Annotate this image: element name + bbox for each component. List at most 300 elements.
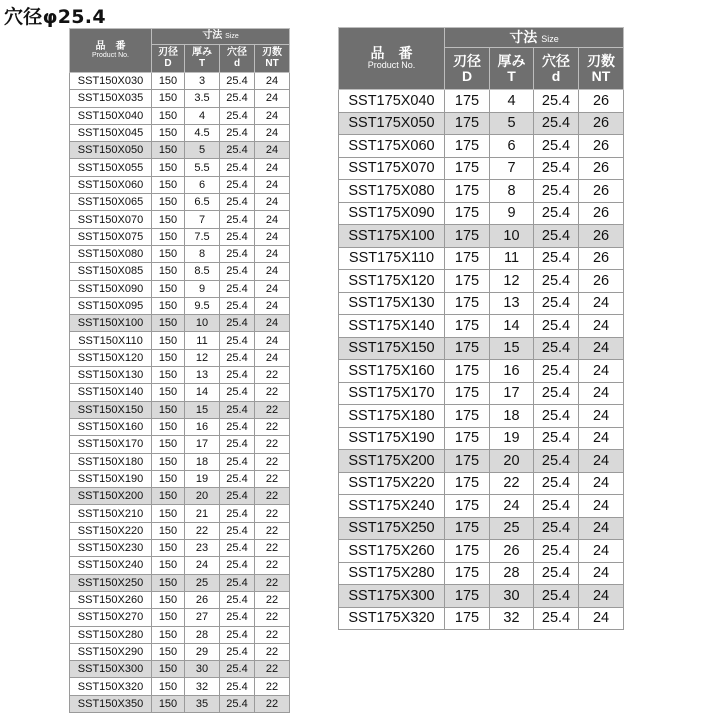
product-no-cell: SST150X050 (70, 142, 152, 159)
blade-diameter-cell: 175 (445, 270, 490, 293)
hole-diameter-cell: 25.4 (534, 90, 579, 113)
blade-diameter-cell: 150 (152, 540, 185, 557)
col-header-jp: 刃数 (262, 47, 283, 58)
blade-diameter-cell: 150 (152, 626, 185, 643)
hole-diameter-cell: 25.4 (220, 436, 255, 453)
thickness-cell: 15 (490, 337, 534, 360)
thickness-cell: 7 (185, 211, 220, 228)
blade-diameter-cell: 150 (152, 643, 185, 660)
product-no-cell: SST175X220 (339, 472, 445, 495)
teeth-count-cell: 24 (255, 280, 290, 297)
hole-diameter-cell: 25.4 (220, 245, 255, 262)
hole-diameter-cell: 25.4 (220, 540, 255, 557)
thickness-cell: 11 (185, 332, 220, 349)
thickness-cell: 5 (490, 112, 534, 135)
product-no-cell: SST150X100 (70, 315, 152, 332)
hole-diameter-cell: 25.4 (220, 367, 255, 384)
hole-diameter-cell: 25.4 (534, 270, 579, 293)
blade-diameter-cell: 150 (152, 211, 185, 228)
teeth-count-cell: 26 (579, 112, 624, 135)
thickness-cell: 13 (490, 292, 534, 315)
hole-diameter-cell: 25.4 (220, 73, 255, 90)
teeth-count-cell: 24 (579, 495, 624, 518)
size-header (152, 29, 290, 45)
teeth-count-cell: 26 (579, 202, 624, 225)
teeth-count-cell: 24 (255, 73, 290, 90)
product-no-cell: SST150X090 (70, 280, 152, 297)
table-row (70, 384, 290, 401)
blade-diameter-cell: 175 (445, 472, 490, 495)
col-header-en: T (507, 67, 516, 84)
table-row (70, 245, 290, 262)
table-row (70, 176, 290, 193)
product-no-cell: SST175X120 (339, 270, 445, 293)
teeth-count-cell: 24 (579, 540, 624, 563)
table-row (70, 280, 290, 297)
teeth-count-cell: 24 (579, 427, 624, 450)
col-header-en: NT (591, 67, 611, 84)
blade-diameter-cell: 175 (445, 180, 490, 203)
table-row (339, 315, 624, 338)
hole-diameter-cell: 25.4 (220, 522, 255, 539)
thickness-cell: 28 (185, 626, 220, 643)
teeth-count-cell: 24 (255, 107, 290, 124)
thickness-cell: 3.5 (185, 90, 220, 107)
product-no-cell: SST150X065 (70, 194, 152, 211)
teeth-count-cell: 22 (255, 626, 290, 643)
product-no-cell: SST175X040 (339, 90, 445, 113)
product-no-cell: SST175X090 (339, 202, 445, 225)
teeth-count-cell: 22 (255, 418, 290, 435)
spec-table-150 (69, 28, 290, 713)
thickness-cell: 10 (185, 315, 220, 332)
product-no-cell: SST175X170 (339, 382, 445, 405)
blade-diameter-cell: 175 (445, 337, 490, 360)
spec-table-175-body (339, 90, 624, 630)
table-row (339, 607, 624, 630)
product-no-cell: SST175X280 (339, 562, 445, 585)
thickness-cell: 15 (185, 401, 220, 418)
table-row (339, 382, 624, 405)
product-no-cell: SST150X300 (70, 661, 152, 678)
teeth-count-cell: 22 (255, 505, 290, 522)
hole-diameter-cell: 25.4 (220, 678, 255, 695)
col-header-hole (534, 48, 579, 90)
hole-diameter-cell: 25.4 (534, 360, 579, 383)
hole-diameter-cell: 25.4 (220, 643, 255, 660)
teeth-count-cell: 24 (579, 607, 624, 630)
teeth-count-cell: 22 (255, 470, 290, 487)
hole-diameter-cell: 25.4 (220, 574, 255, 591)
table-row (70, 211, 290, 228)
blade-diameter-cell: 150 (152, 107, 185, 124)
hole-diameter-cell: 25.4 (220, 626, 255, 643)
thickness-cell: 22 (185, 522, 220, 539)
table-row (70, 73, 290, 90)
blade-diameter-cell: 150 (152, 505, 185, 522)
product-no-cell: SST150X200 (70, 488, 152, 505)
product-no-cell: SST150X230 (70, 540, 152, 557)
product-no-header-en: Product No. (92, 52, 129, 60)
product-no-cell: SST150X055 (70, 159, 152, 176)
col-header-en: D (461, 67, 473, 84)
blade-diameter-cell: 150 (152, 332, 185, 349)
thickness-cell: 5.5 (185, 159, 220, 176)
hole-diameter-cell: 25.4 (220, 315, 255, 332)
thickness-cell: 17 (185, 436, 220, 453)
hole-diameter-cell: 25.4 (220, 280, 255, 297)
teeth-count-cell: 26 (579, 247, 624, 270)
blade-diameter-cell: 175 (445, 427, 490, 450)
blade-diameter-cell: 150 (152, 159, 185, 176)
blade-diameter-cell: 150 (152, 194, 185, 211)
hole-diameter-cell: 25.4 (534, 495, 579, 518)
product-no-cell: SST150X260 (70, 591, 152, 608)
thickness-cell: 18 (490, 405, 534, 428)
blade-diameter-cell: 175 (445, 450, 490, 473)
product-no-cell: SST175X060 (339, 135, 445, 158)
thickness-cell: 21 (185, 505, 220, 522)
hole-diameter-cell: 25.4 (220, 263, 255, 280)
hole-diameter-cell: 25.4 (220, 695, 255, 712)
table-row (70, 142, 290, 159)
thickness-cell: 27 (185, 609, 220, 626)
table-row (339, 540, 624, 563)
hole-diameter-cell: 25.4 (534, 292, 579, 315)
table-row (70, 661, 290, 678)
hole-diameter-cell: 25.4 (220, 505, 255, 522)
product-no-cell: SST150X095 (70, 297, 152, 314)
teeth-count-cell: 26 (579, 225, 624, 248)
thickness-cell: 7.5 (185, 228, 220, 245)
blade-diameter-cell: 175 (445, 585, 490, 608)
thickness-cell: 28 (490, 562, 534, 585)
blade-diameter-cell: 150 (152, 695, 185, 712)
blade-diameter-cell: 175 (445, 540, 490, 563)
product-no-cell: SST150X130 (70, 367, 152, 384)
thickness-cell: 7 (490, 157, 534, 180)
teeth-count-cell: 22 (255, 661, 290, 678)
blade-diameter-cell: 175 (445, 360, 490, 383)
table-row (339, 427, 624, 450)
thickness-cell: 5 (185, 142, 220, 159)
product-no-cell: SST175X130 (339, 292, 445, 315)
hole-diameter-cell: 25.4 (534, 427, 579, 450)
thickness-cell: 4 (185, 107, 220, 124)
table-row (70, 557, 290, 574)
blade-diameter-cell: 150 (152, 557, 185, 574)
hole-diameter-cell: 25.4 (534, 225, 579, 248)
product-no-cell: SST175X080 (339, 180, 445, 203)
hole-diameter-cell: 25.4 (220, 332, 255, 349)
hole-diameter-cell: 25.4 (220, 591, 255, 608)
teeth-count-cell: 22 (255, 695, 290, 712)
teeth-count-cell: 24 (579, 517, 624, 540)
product-no-cell: SST150X120 (70, 349, 152, 366)
hole-diameter-cell: 25.4 (220, 488, 255, 505)
table-row (339, 472, 624, 495)
thickness-cell: 26 (185, 591, 220, 608)
table-row (70, 332, 290, 349)
product-no-cell: SST175X320 (339, 607, 445, 630)
blade-diameter-cell: 150 (152, 315, 185, 332)
product-no-cell: SST175X140 (339, 315, 445, 338)
product-no-cell: SST150X110 (70, 332, 152, 349)
teeth-count-cell: 24 (255, 211, 290, 228)
teeth-count-cell: 24 (255, 349, 290, 366)
teeth-count-cell: 24 (255, 176, 290, 193)
product-no-cell: SST175X070 (339, 157, 445, 180)
teeth-count-cell: 26 (579, 270, 624, 293)
thickness-cell: 19 (490, 427, 534, 450)
hole-diameter-cell: 25.4 (220, 211, 255, 228)
table-row (339, 562, 624, 585)
product-no-cell: SST150X040 (70, 107, 152, 124)
hole-diameter-cell: 25.4 (534, 202, 579, 225)
hole-diameter-cell: 25.4 (220, 401, 255, 418)
blade-diameter-cell: 150 (152, 418, 185, 435)
table-row (339, 360, 624, 383)
teeth-count-cell: 24 (579, 472, 624, 495)
hole-diameter-cell: 25.4 (534, 247, 579, 270)
thickness-cell: 13 (185, 367, 220, 384)
teeth-count-cell: 22 (255, 609, 290, 626)
size-header (445, 28, 624, 48)
thickness-cell: 18 (185, 453, 220, 470)
hole-diameter-cell: 25.4 (220, 418, 255, 435)
teeth-count-cell: 24 (255, 228, 290, 245)
hole-diameter-cell: 25.4 (220, 384, 255, 401)
table-row (70, 470, 290, 487)
thickness-cell: 9 (185, 280, 220, 297)
blade-diameter-cell: 175 (445, 495, 490, 518)
col-header-jp: 穴径 (227, 47, 247, 58)
hole-diameter-cell: 25.4 (534, 180, 579, 203)
blade-diameter-cell: 150 (152, 245, 185, 262)
table-row (70, 505, 290, 522)
table-row (70, 124, 290, 141)
table-row (339, 180, 624, 203)
blade-diameter-cell: 175 (445, 90, 490, 113)
product-no-cell: SST150X030 (70, 73, 152, 90)
col-header-d (152, 45, 185, 73)
blade-diameter-cell: 150 (152, 470, 185, 487)
hole-diameter-cell: 25.4 (220, 228, 255, 245)
table-row (339, 157, 624, 180)
hole-diameter-cell: 25.4 (534, 337, 579, 360)
teeth-count-cell: 24 (579, 337, 624, 360)
table-row (70, 540, 290, 557)
thickness-cell: 16 (490, 360, 534, 383)
table-row (70, 263, 290, 280)
table-row (339, 247, 624, 270)
product-no-cell: SST175X190 (339, 427, 445, 450)
product-no-cell: SST150X060 (70, 176, 152, 193)
product-no-cell: SST175X110 (339, 247, 445, 270)
blade-diameter-cell: 175 (445, 112, 490, 135)
table-row (70, 695, 290, 712)
hole-diameter-cell: 25.4 (220, 609, 255, 626)
product-no-cell: SST150X280 (70, 626, 152, 643)
blade-diameter-cell: 175 (445, 607, 490, 630)
hole-diameter-cell: 25.4 (220, 470, 255, 487)
thickness-cell: 22 (490, 472, 534, 495)
product-no-cell: SST150X220 (70, 522, 152, 539)
teeth-count-cell: 24 (579, 292, 624, 315)
table-row (70, 574, 290, 591)
table-row (70, 418, 290, 435)
blade-diameter-cell: 150 (152, 280, 185, 297)
teeth-count-cell: 22 (255, 436, 290, 453)
blade-diameter-cell: 175 (445, 202, 490, 225)
product-no-cell: SST175X150 (339, 337, 445, 360)
table-row (70, 349, 290, 366)
teeth-count-cell: 24 (579, 360, 624, 383)
product-no-cell: SST175X250 (339, 517, 445, 540)
teeth-count-cell: 22 (255, 591, 290, 608)
blade-diameter-cell: 175 (445, 135, 490, 158)
thickness-cell: 14 (185, 384, 220, 401)
teeth-count-cell: 22 (255, 401, 290, 418)
product-no-cell: SST150X035 (70, 90, 152, 107)
thickness-cell: 4.5 (185, 124, 220, 141)
blade-diameter-cell: 150 (152, 522, 185, 539)
teeth-count-cell: 24 (579, 585, 624, 608)
thickness-cell: 16 (185, 418, 220, 435)
product-no-cell: SST150X180 (70, 453, 152, 470)
table-row (339, 405, 624, 428)
blade-diameter-cell: 175 (445, 157, 490, 180)
thickness-cell: 32 (490, 607, 534, 630)
table-row (339, 495, 624, 518)
thickness-cell: 32 (185, 678, 220, 695)
col-header-en: d (551, 67, 561, 84)
blade-diameter-cell: 150 (152, 367, 185, 384)
blade-diameter-cell: 175 (445, 247, 490, 270)
blade-diameter-cell: 150 (152, 228, 185, 245)
teeth-count-cell: 22 (255, 540, 290, 557)
size-header-jp: 寸法 (509, 29, 538, 46)
product-no-cell: SST175X160 (339, 360, 445, 383)
blade-diameter-cell: 150 (152, 384, 185, 401)
teeth-count-cell: 24 (255, 297, 290, 314)
thickness-cell: 8 (185, 245, 220, 262)
table-row (70, 678, 290, 695)
blade-diameter-cell: 175 (445, 517, 490, 540)
table-row (339, 90, 624, 113)
blade-diameter-cell: 150 (152, 436, 185, 453)
spec-table-175 (338, 27, 624, 630)
blade-diameter-cell: 150 (152, 591, 185, 608)
blade-diameter-cell: 175 (445, 225, 490, 248)
blade-diameter-cell: 175 (445, 405, 490, 428)
thickness-cell: 11 (490, 247, 534, 270)
hole-diameter-cell: 25.4 (220, 159, 255, 176)
table-row (70, 609, 290, 626)
thickness-cell: 6.5 (185, 194, 220, 211)
blade-diameter-cell: 150 (152, 90, 185, 107)
table-row (339, 202, 624, 225)
thickness-cell: 12 (490, 270, 534, 293)
teeth-count-cell: 24 (255, 332, 290, 349)
table-row (70, 436, 290, 453)
col-header-en: d (233, 57, 241, 69)
hole-diameter-cell: 25.4 (534, 472, 579, 495)
product-no-cell: SST150X160 (70, 418, 152, 435)
teeth-count-cell: 26 (579, 135, 624, 158)
product-no-cell: SST150X190 (70, 470, 152, 487)
teeth-count-cell: 24 (579, 382, 624, 405)
hole-diameter-cell: 25.4 (534, 405, 579, 428)
hole-diameter-cell: 25.4 (534, 607, 579, 630)
teeth-count-cell: 24 (579, 450, 624, 473)
thickness-cell: 24 (185, 557, 220, 574)
thickness-cell: 6 (185, 176, 220, 193)
teeth-count-cell: 22 (255, 367, 290, 384)
col-header-jp: 穴径 (542, 52, 570, 69)
thickness-cell: 20 (185, 488, 220, 505)
thickness-cell: 8.5 (185, 263, 220, 280)
teeth-count-cell: 24 (255, 124, 290, 141)
thickness-cell: 25 (490, 517, 534, 540)
thickness-cell: 35 (185, 695, 220, 712)
product-no-cell: SST150X210 (70, 505, 152, 522)
table-row (70, 488, 290, 505)
hole-diameter-cell: 25.4 (220, 176, 255, 193)
col-header-en: D (164, 57, 172, 69)
hole-diameter-cell: 25.4 (220, 349, 255, 366)
teeth-count-cell: 22 (255, 678, 290, 695)
product-no-cell: SST150X350 (70, 695, 152, 712)
product-no-cell: SST150X140 (70, 384, 152, 401)
thickness-cell: 24 (490, 495, 534, 518)
teeth-count-cell: 24 (255, 90, 290, 107)
blade-diameter-cell: 150 (152, 678, 185, 695)
table-row (70, 522, 290, 539)
table-row (70, 315, 290, 332)
table-row (70, 626, 290, 643)
thickness-cell: 3 (185, 73, 220, 90)
teeth-count-cell: 26 (579, 180, 624, 203)
thickness-cell: 8 (490, 180, 534, 203)
col-header-t (185, 45, 220, 73)
product-no-cell: SST150X075 (70, 228, 152, 245)
teeth-count-cell: 22 (255, 488, 290, 505)
page-title: 穴径φ25.4 (4, 6, 106, 28)
teeth-count-cell: 24 (579, 315, 624, 338)
table-row (70, 367, 290, 384)
table-row (339, 585, 624, 608)
blade-diameter-cell: 150 (152, 574, 185, 591)
teeth-count-cell: 22 (255, 522, 290, 539)
teeth-count-cell: 22 (255, 453, 290, 470)
product-no-header-jp: 品 番 (370, 45, 413, 62)
blade-diameter-cell: 150 (152, 349, 185, 366)
thickness-cell: 29 (185, 643, 220, 660)
thickness-cell: 4 (490, 90, 534, 113)
blade-diameter-cell: 150 (152, 661, 185, 678)
product-no-cell: SST150X080 (70, 245, 152, 262)
product-no-cell: SST175X240 (339, 495, 445, 518)
teeth-count-cell: 24 (255, 315, 290, 332)
thickness-cell: 20 (490, 450, 534, 473)
product-no-header-en: Product No. (367, 60, 416, 71)
col-header-d (445, 48, 490, 90)
thickness-cell: 17 (490, 382, 534, 405)
table-row (70, 228, 290, 245)
blade-diameter-cell: 150 (152, 453, 185, 470)
table-row (70, 107, 290, 124)
